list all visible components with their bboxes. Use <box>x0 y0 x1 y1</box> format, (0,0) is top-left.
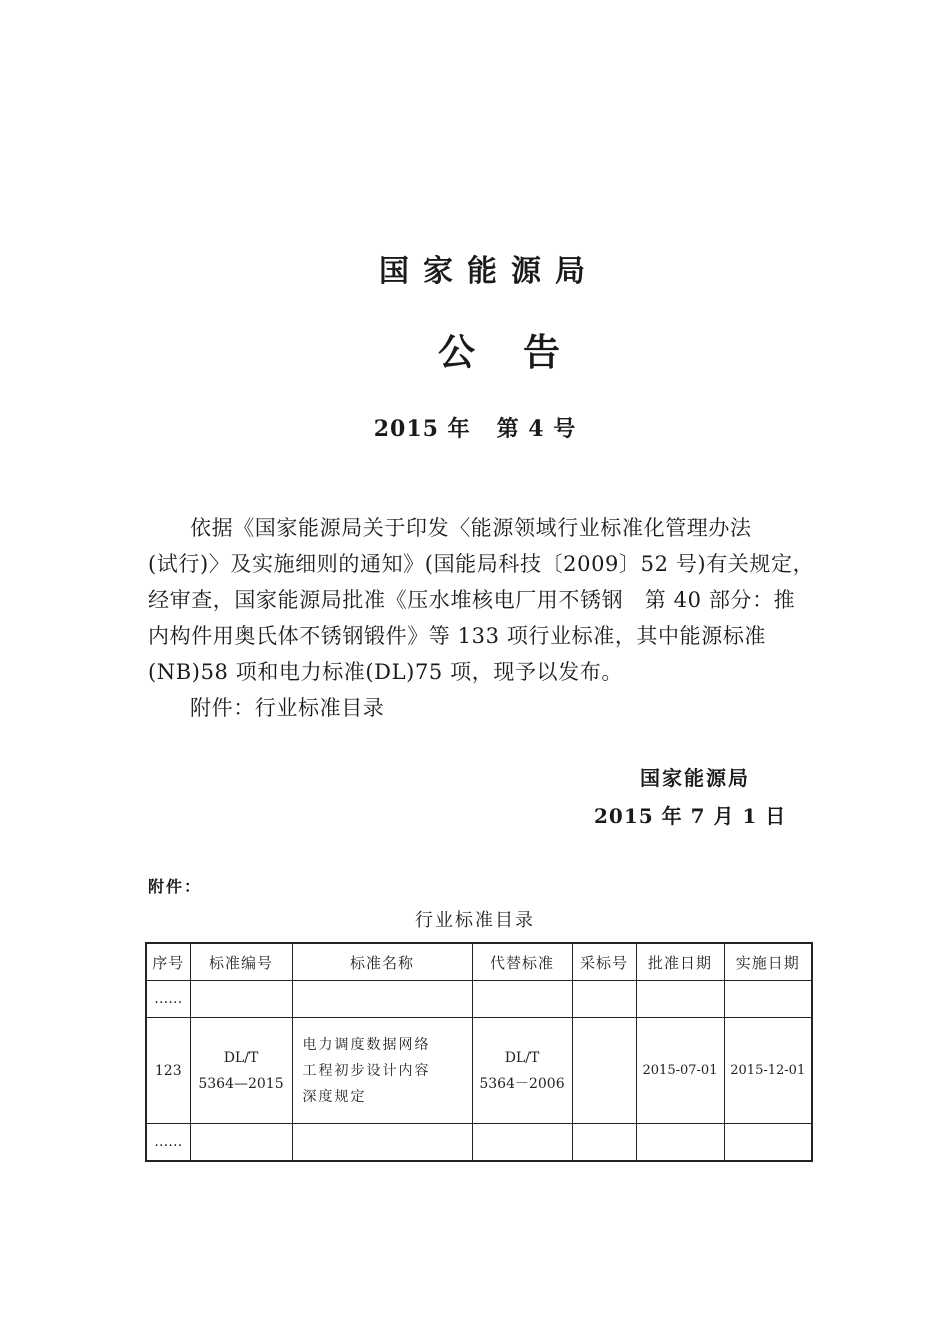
column-header: 序号 <box>146 943 190 981</box>
table-row-ellipsis <box>146 1124 812 1162</box>
standard-name-line: 深度规定 <box>302 1088 367 1105</box>
replaced-standard-line: DL/T <box>504 1049 540 1066</box>
column-header: 采标号 <box>572 943 636 981</box>
ellipsis-cell: …… <box>146 981 190 1018</box>
standard-code-line: DL/T <box>223 1049 259 1066</box>
standard-name-line: 电力调度数据网络 <box>302 1036 431 1053</box>
adopted-standard-cell <box>572 1018 636 1124</box>
body-line: 内构件用奥氏体不锈钢锻件》等 133 项行业标准，其中能源标准 <box>148 624 767 648</box>
column-header: 标准名称 <box>292 943 472 981</box>
replaced-standard-cell <box>472 1018 572 1124</box>
body-line: 依据《国家能源局关于印发〈能源领域行业标准化管理办法 <box>190 516 752 540</box>
attachment-reference: 附件：行业标准目录 <box>190 696 385 720</box>
body-line: (试行)〉及实施细则的通知》(国能局科技〔2009〕52 号)有关规定， <box>148 552 815 576</box>
table-title: 行业标准目录 <box>415 910 535 931</box>
ellipsis-cell: …… <box>146 1124 190 1162</box>
notice-title: 公告 <box>438 331 608 374</box>
body-line: (NB)58 项和电力标准(DL)75 项，现予以发布。 <box>148 660 623 684</box>
column-header: 批准日期 <box>636 943 724 981</box>
standard-code-line: 5364—2015 <box>198 1075 284 1092</box>
column-header: 代替标准 <box>472 943 572 981</box>
replaced-standard-line: 5364－2006 <box>479 1075 565 1092</box>
issuing-authority-title: 国家能源局 <box>379 254 599 289</box>
column-header: 实施日期 <box>724 943 812 981</box>
attachment-label: 附件： <box>148 877 203 896</box>
effective-date-cell: 2015-12-01 <box>724 1018 812 1124</box>
approval-date-cell: 2015-07-01 <box>636 1018 724 1124</box>
signature-date: 2015 年 7 月 1 日 <box>594 804 787 828</box>
issue-year: 2015 年 <box>373 416 471 442</box>
table-row-ellipsis <box>146 981 812 1018</box>
signature-org: 国家能源局 <box>640 766 750 790</box>
table-row <box>146 1018 812 1124</box>
announcement-body <box>148 510 818 726</box>
body-line: 经审查，国家能源局批准《压水堆核电厂用不锈钢 第 40 部分：推 <box>148 588 796 612</box>
seq-cell: 123 <box>146 1018 190 1124</box>
table-header-row <box>146 943 812 981</box>
issue-number-line <box>0 412 950 443</box>
standard-name-cell <box>292 1018 472 1124</box>
standard-name-line: 工程初步设计内容 <box>302 1062 431 1079</box>
column-header: 标准编号 <box>190 943 292 981</box>
standards-catalog-table <box>145 942 813 1162</box>
standard-code-cell <box>190 1018 292 1124</box>
issue-number: 第 4 号 <box>496 416 577 442</box>
